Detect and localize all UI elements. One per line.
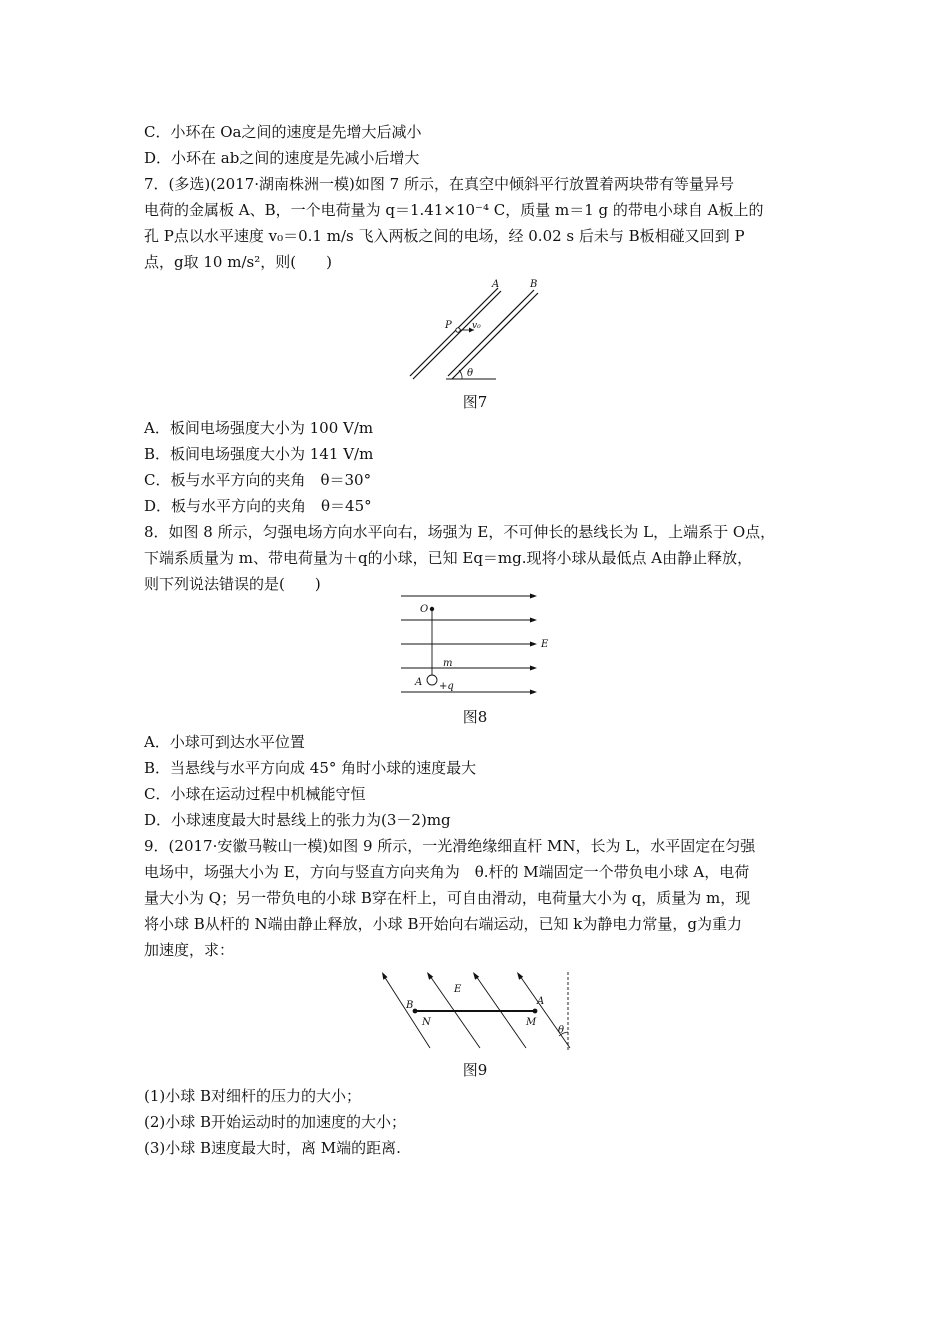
q7-stem-line-2: 电荷的金属板 A、B，一个电荷量为 q＝1.41×10⁻⁴ C，质量 m＝1 g 的带电小球自 A板上的 xyxy=(144,201,764,219)
label-q: +q xyxy=(439,681,454,692)
plate-b xyxy=(448,290,538,379)
q8-option-a: A．小球可到达水平位置 xyxy=(144,733,305,751)
figure-7 xyxy=(400,278,560,388)
q6-option-c: C．小环在 Oa之间的速度是先增大后减小 xyxy=(144,123,422,141)
label-m: M xyxy=(526,1017,537,1028)
q7-option-c: C．板与水平方向的夹角 θ＝30° xyxy=(144,471,372,489)
q9-subquestion-2: (2)小球 B开始运动时的加速度的大小； xyxy=(144,1113,407,1131)
q8-option-b: B．当悬线与水平方向成 45° 角时小球的速度最大 xyxy=(144,759,477,777)
label-o: O xyxy=(420,604,429,615)
q7-stem-line-4: 点，g取 10 m/s²，则( ) xyxy=(144,253,332,271)
q9-subquestion-3: (3)小球 B速度最大时，离 M端的距离. xyxy=(144,1139,401,1157)
label-e: E xyxy=(454,984,462,995)
label-b: B xyxy=(406,1000,414,1011)
q7-stem-line-3: 孔 P点以水平速度 v₀＝0.1 m/s 飞入两板之间的电场，经 0.02 s 后未与 B板相碰又回到 P xyxy=(144,227,745,245)
pivot-o xyxy=(430,607,434,611)
label-a: A xyxy=(415,677,423,688)
q9-stem-line-1: 9．(2017·安徽马鞍山一模)如图 9 所示，一光滑绝缘细直杆 MN，长为 L，水平固定在匀强 xyxy=(144,837,756,855)
q7-option-b: B．板间电场强度大小为 141 V/m xyxy=(144,445,374,463)
label-n: N xyxy=(422,1017,431,1028)
q8-stem-line-2: 下端系质量为 m、带电荷量为＋q的小球，已知 Eq＝mg.现将小球从最低点 A由静止释放， xyxy=(144,549,753,567)
label-theta: θ xyxy=(558,1025,565,1036)
label-e: E xyxy=(541,639,549,650)
label-v0: v₀ xyxy=(472,321,481,331)
label-theta: θ xyxy=(467,368,474,379)
q6-option-d: D．小环在 ab之间的速度是先减小后增大 xyxy=(144,149,420,167)
q9-stem-line-4: 将小球 B从杆的 N端由静止释放，小球 B开始向右端运动，已知 k为静电力常量，g为重力 xyxy=(144,915,742,933)
label-b: B xyxy=(530,279,538,290)
q7-option-a: A．板间电场强度大小为 100 V/m xyxy=(144,419,374,437)
q7-stem-line-1: 7．(多选)(2017·湖南株洲一模)如图 7 所示，在真空中倾斜平行放置着两块带有等量异号 xyxy=(144,175,734,193)
q8-option-d: D．小球速度最大时悬线上的张力为(3－2)mg xyxy=(144,811,451,829)
q9-stem-line-5: 加速度，求： xyxy=(144,941,235,959)
q9-subquestion-1: (1)小球 B对细杆的压力的大小； xyxy=(144,1087,362,1105)
q9-stem-line-3: 量大小为 Q；另一带负电的小球 B穿在杆上，可自由滑动，电荷量大小为 q，质量为 m，现 xyxy=(144,889,751,907)
ball-a xyxy=(427,675,437,685)
figure-8 xyxy=(395,588,565,700)
figure-9 xyxy=(370,966,585,1056)
q7-option-d: D．板与水平方向的夹角 θ＝45° xyxy=(144,497,372,515)
figure-8-caption: 图8 xyxy=(462,708,488,726)
q8-stem-line-1: 8．如图 8 所示，匀强电场方向水平向右，场强为 E，不可伸长的悬线长为 L，上端系于 O点， xyxy=(144,523,776,541)
label-a: A xyxy=(537,996,545,1007)
label-p: P xyxy=(445,320,452,331)
figure-9-caption: 图9 xyxy=(462,1061,488,1079)
q8-stem-line-3: 则下列说法错误的是( ) xyxy=(144,575,321,593)
plate-a xyxy=(410,288,501,379)
figure-7-caption: 图7 xyxy=(462,393,488,411)
ball-a xyxy=(533,1009,538,1014)
hole-p xyxy=(456,328,460,332)
q9-stem-line-2: 电场中，场强大小为 E，方向与竖直方向夹角为 θ.杆的 M端固定一个带负电小球 A，电荷 xyxy=(144,863,750,881)
q8-option-c: C．小球在运动过程中机械能守恒 xyxy=(144,785,366,803)
label-m: m xyxy=(443,658,453,669)
label-a: A xyxy=(492,279,500,290)
